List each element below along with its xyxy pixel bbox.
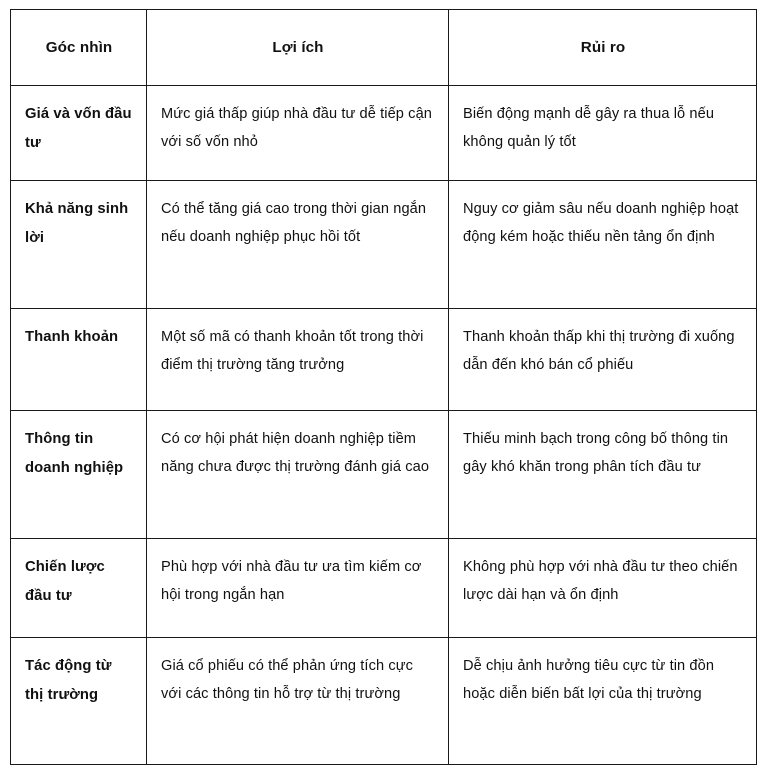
row-benefit-cell: Giá cổ phiếu có thể phản ứng tích cực với các thông tin hỗ trợ từ thị trường bbox=[147, 638, 449, 765]
row-aspect-label: Khả năng sinh lời bbox=[11, 181, 147, 309]
column-header-risk: Rủi ro bbox=[449, 10, 757, 86]
row-aspect-label: Chiến lược đầu tư bbox=[11, 539, 147, 638]
table-header bbox=[11, 10, 757, 86]
column-header-benefit: Lợi ích bbox=[147, 10, 449, 86]
table-container bbox=[10, 9, 756, 765]
row-risk-cell: Thanh khoản thấp khi thị trường đi xuống dẫn đến khó bán cổ phiếu bbox=[449, 309, 757, 411]
row-risk-cell: Biến động mạnh dễ gây ra thua lỗ nếu không quản lý tốt bbox=[449, 86, 757, 181]
table-row bbox=[11, 309, 757, 411]
row-risk-cell: Thiếu minh bạch trong công bố thông tin gây khó khăn trong phân tích đầu tư bbox=[449, 411, 757, 539]
row-aspect-label: Tác động từ thị trường bbox=[11, 638, 147, 765]
row-benefit-cell: Mức giá thấp giúp nhà đầu tư dễ tiếp cận với số vốn nhỏ bbox=[147, 86, 449, 181]
column-header-aspect: Góc nhìn bbox=[11, 10, 147, 86]
table-row bbox=[11, 411, 757, 539]
row-aspect-label: Giá và vốn đầu tư bbox=[11, 86, 147, 181]
comparison-table bbox=[10, 9, 757, 765]
row-risk-cell: Dễ chịu ảnh hưởng tiêu cực từ tin đồn hoặc diễn biến bất lợi của thị trường bbox=[449, 638, 757, 765]
row-risk-cell: Nguy cơ giảm sâu nếu doanh nghiệp hoạt động kém hoặc thiếu nền tảng ổn định bbox=[449, 181, 757, 309]
row-risk-cell: Không phù hợp với nhà đầu tư theo chiến lược dài hạn và ổn định bbox=[449, 539, 757, 638]
row-benefit-cell: Một số mã có thanh khoản tốt trong thời điểm thị trường tăng trưởng bbox=[147, 309, 449, 411]
row-benefit-cell: Có thể tăng giá cao trong thời gian ngắn nếu doanh nghiệp phục hồi tốt bbox=[147, 181, 449, 309]
row-aspect-label: Thanh khoản bbox=[11, 309, 147, 411]
table-body bbox=[11, 86, 757, 765]
row-benefit-cell: Phù hợp với nhà đầu tư ưa tìm kiếm cơ hội trong ngắn hạn bbox=[147, 539, 449, 638]
table-header-row bbox=[11, 10, 757, 86]
table-row bbox=[11, 86, 757, 181]
row-benefit-cell: Có cơ hội phát hiện doanh nghiệp tiềm năng chưa được thị trường đánh giá cao bbox=[147, 411, 449, 539]
table-row bbox=[11, 638, 757, 765]
table-row bbox=[11, 539, 757, 638]
row-aspect-label: Thông tin doanh nghiệp bbox=[11, 411, 147, 539]
table-row bbox=[11, 181, 757, 309]
